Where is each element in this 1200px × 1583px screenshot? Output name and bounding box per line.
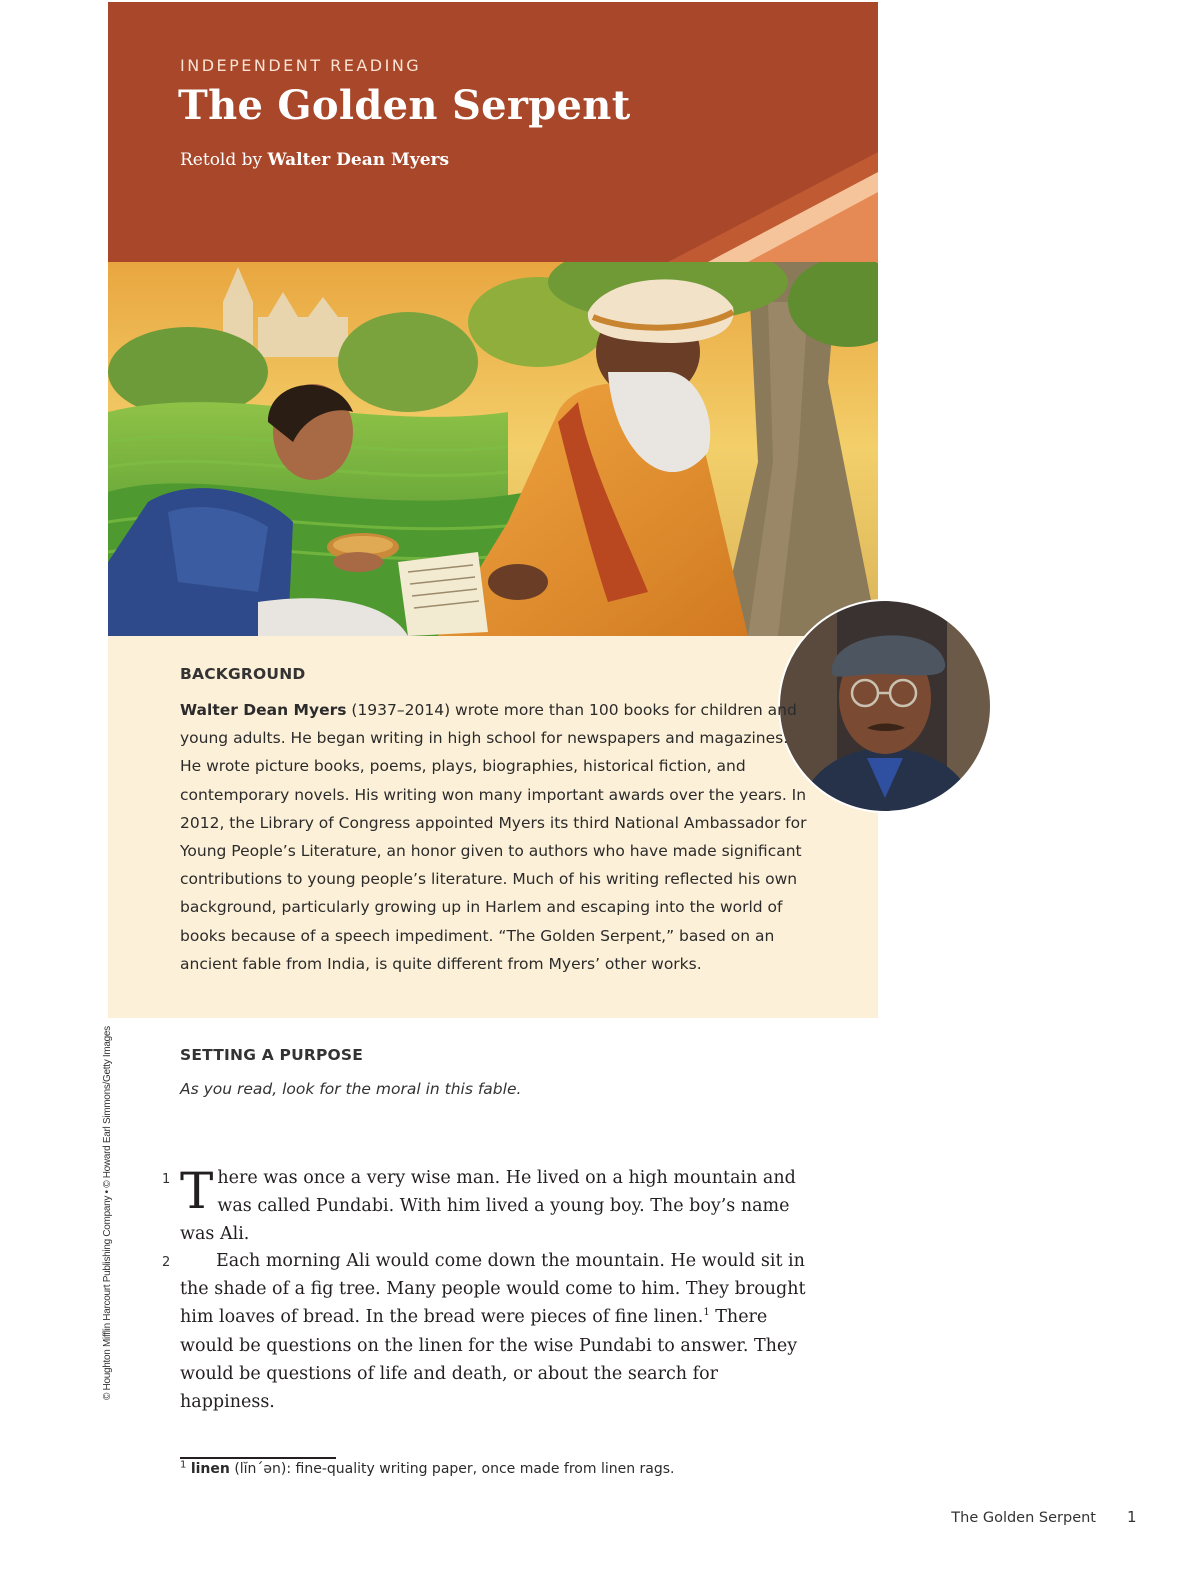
byline-author: Walter Dean Myers xyxy=(267,150,450,170)
footnote-marker: 1 xyxy=(703,1307,710,1319)
paragraph-number: 2 xyxy=(162,1255,171,1270)
paragraph-number: 1 xyxy=(162,1172,171,1187)
story-paragraph-1 xyxy=(180,1164,810,1249)
footnote-definition: : fine-quality writing paper, once made from linen rags. xyxy=(286,1461,675,1477)
section-kicker: INDEPENDENT READING xyxy=(180,56,422,75)
background-text xyxy=(180,696,810,978)
drop-cap: T xyxy=(180,1162,214,1220)
title-banner xyxy=(108,2,878,262)
footnote xyxy=(180,1461,675,1477)
footnote-term: linen xyxy=(190,1461,230,1477)
story-p2-text-a: Each morning Ali would come down the mountain. He would sit in the shade of a fig tree. Many people would come to him. They brought him loaves of bread. In the bread were pieces of fine linen. xyxy=(180,1251,806,1328)
decorative-stripes xyxy=(108,2,878,262)
footnote-pronunciation: (lĭn´ən) xyxy=(234,1461,287,1477)
background-heading: BACKGROUND xyxy=(180,665,306,683)
purpose-heading: SETTING A PURPOSE xyxy=(180,1046,364,1064)
page-title: The Golden Serpent xyxy=(178,82,631,129)
footnote-rule xyxy=(180,1457,336,1459)
byline xyxy=(180,150,449,170)
byline-prefix: Retold by xyxy=(180,150,268,170)
footnote-mark: 1 xyxy=(180,1459,187,1471)
story-illustration xyxy=(108,262,878,636)
story-p1-text: here was once a very wise man. He lived on a high mountain and was called Pundabi. With him lived a young boy. The boy’s name was Ali. xyxy=(180,1168,796,1245)
background-body: (1937–2014) wrote more than 100 books for children and young adults. He began writing in high school for newspapers and magazines. He wrote picture books, poems, plays, biographies, historical fiction, and contemporary novels. His writing won many important awards over the years. In 2012, the Library of Congress appointed Myers its third National Ambassador for Young People’s Literature, an honor given to authors who have made significant contributions to young people’s literature. Much of his writing reflected his own background, particularly growing up in Harlem and escaping into the world of books because of a speech impediment. “The Golden Serpent,” based on an ancient fable from India, is quite different from Myers’ other works. xyxy=(180,701,807,973)
story-paragraph-2 xyxy=(180,1247,810,1416)
page-number: 1 xyxy=(1127,1508,1137,1526)
background-author-name: Walter Dean Myers xyxy=(180,701,347,719)
story-p2-text-b: There would be questions on the linen for the wise Pundabi to answer. They would be questions of life and death, or about the search for happiness. xyxy=(180,1307,798,1413)
purpose-text: As you read, look for the moral in this fable. xyxy=(180,1080,522,1098)
copyright-credit: © Houghton Mifflin Harcourt Publishing Company • © Howard Earl Simmons/Getty Images xyxy=(102,1026,113,1400)
running-footer-title: The Golden Serpent xyxy=(951,1510,1096,1526)
